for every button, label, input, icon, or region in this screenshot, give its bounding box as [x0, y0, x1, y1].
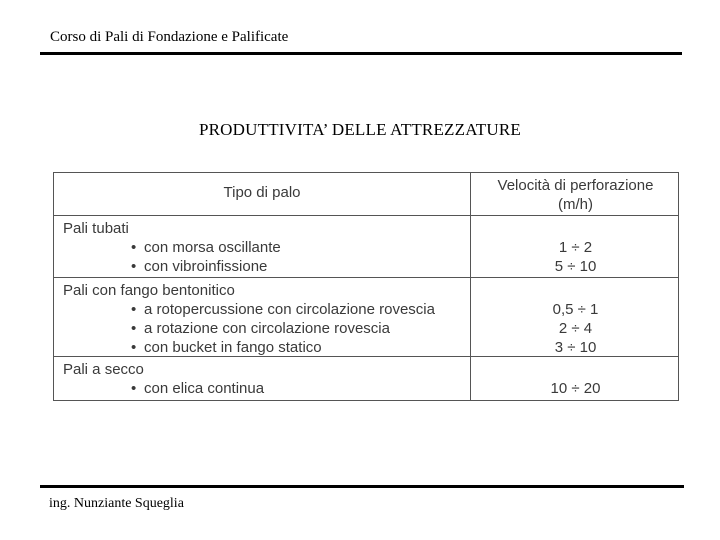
header-divider [40, 52, 682, 55]
table-header-speed [471, 176, 680, 214]
group-label: Pali tubati [63, 220, 129, 237]
footer-author: ing. Nunziante Squeglia [49, 496, 184, 511]
group-label: Pali con fango bentonitico [63, 282, 235, 299]
row-method: con elica continua [144, 380, 265, 397]
footer-divider [40, 485, 684, 488]
table-row [131, 338, 322, 357]
row-speed: 3 ÷ 10 [554, 339, 597, 356]
course-title: Corso di Pali di Fondazione e Palificate [50, 29, 289, 45]
row-method: con bucket in fango statico [144, 339, 322, 356]
row-method: a rotopercussione con circolazione rovescia [144, 301, 435, 318]
table-header-speed-label: Velocità di perforazione [497, 177, 654, 194]
group-label: Pali a secco [63, 361, 144, 378]
bullet-icon: • [131, 301, 137, 318]
table-row [131, 257, 267, 276]
table-header-pile-type: Tipo di palo [223, 184, 301, 201]
row-speed: 5 ÷ 10 [554, 258, 597, 275]
bullet-icon: • [131, 258, 137, 275]
row-method: a rotazione con circolazione rovescia [144, 320, 390, 337]
productivity-table [53, 172, 679, 401]
table-row [131, 379, 264, 398]
row-speed: 2 ÷ 4 [558, 320, 593, 337]
bullet-icon: • [131, 320, 137, 337]
table-group-divider [54, 277, 678, 278]
row-speed: 0,5 ÷ 1 [552, 301, 599, 318]
slide-title: PRODUTTIVITA’ DELLE ATTREZZATURE [198, 120, 521, 139]
table-row [131, 238, 281, 257]
bullet-icon: • [131, 239, 137, 256]
bullet-icon: • [131, 339, 137, 356]
table-row [131, 319, 390, 338]
bullet-icon: • [131, 380, 137, 397]
row-speed: 10 ÷ 20 [550, 380, 601, 397]
table-header-speed-unit: (m/h) [558, 196, 593, 213]
table-row [131, 300, 435, 319]
row-method: con vibroinfissione [144, 258, 268, 275]
row-method: con morsa oscillante [144, 239, 281, 256]
row-speed: 1 ÷ 2 [558, 239, 593, 256]
table-header-divider [54, 215, 678, 216]
